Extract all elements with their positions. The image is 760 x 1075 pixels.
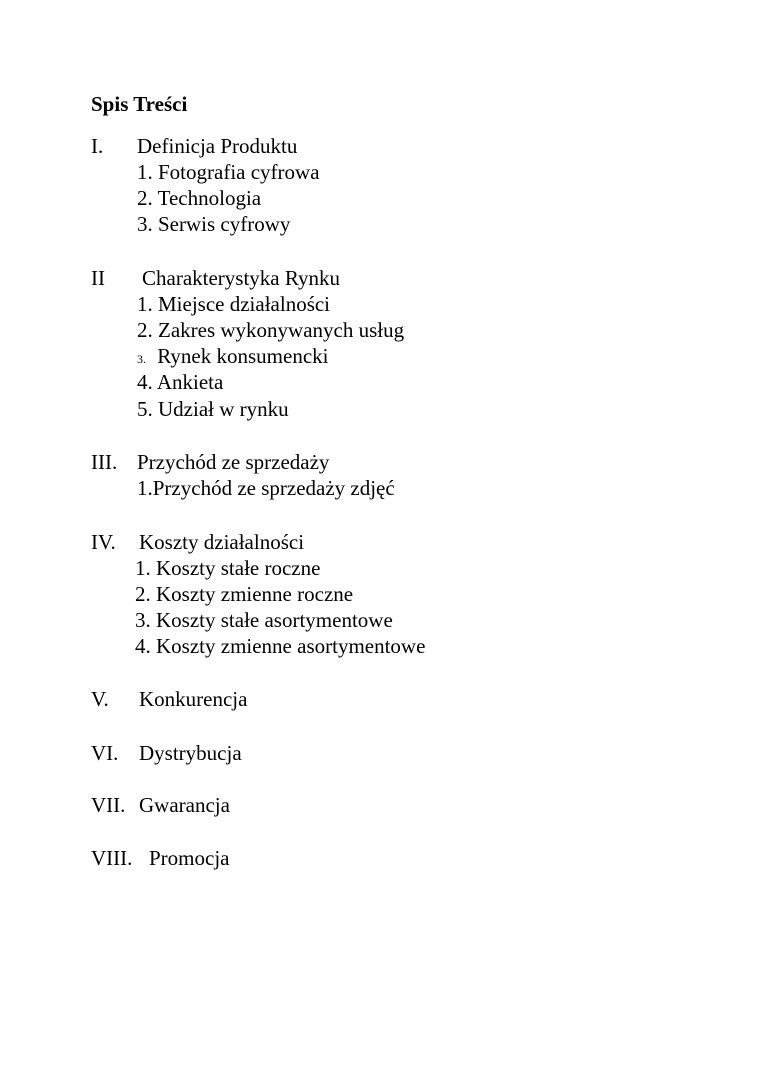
section-heading: Promocja [149, 846, 230, 870]
toc-item: 2. Zakres wykonywanych usług [137, 318, 405, 342]
section-heading: Przychód ze sprzedaży [137, 450, 330, 474]
toc-item: 1.Przychód ze sprzedaży zdjęć [137, 476, 395, 500]
section-numeral: VIII. [91, 846, 133, 870]
section-numeral: IV. [91, 530, 116, 554]
toc-item: 3. Serwis cyfrowy [137, 212, 291, 236]
toc-item: 4. Koszty zmienne asortymentowe [135, 634, 426, 658]
toc-item: 4. Ankieta [137, 370, 224, 394]
item-number-small: 3. [137, 352, 146, 366]
toc-title: Spis Treści [91, 92, 188, 116]
section-heading: Definicja Produktu [137, 134, 298, 158]
section-heading: Koszty działalności [139, 530, 305, 554]
toc-item [137, 343, 328, 372]
section-heading: Konkurencja [139, 687, 248, 711]
toc-item: 2. Technologia [137, 186, 262, 210]
section-heading: Gwarancja [139, 793, 230, 817]
toc-item: 1. Miejsce działalności [137, 292, 331, 316]
section-heading: Dystrybucja [139, 741, 242, 765]
section-numeral: I. [91, 134, 104, 158]
section-numeral: III. [91, 450, 118, 474]
toc-item: 2. Koszty zmienne roczne [135, 582, 354, 606]
toc-item: 5. Udział w rynku [137, 397, 289, 421]
section-heading: Charakterystyka Rynku [142, 266, 341, 290]
section-numeral: VII. [91, 793, 126, 817]
section-numeral: II [91, 266, 105, 290]
toc-item: 3. Koszty stałe asortymentowe [135, 608, 393, 632]
toc-item: 1. Koszty stałe roczne [135, 556, 321, 580]
section-numeral: V. [91, 687, 109, 711]
item-text: Rynek konsumencki [157, 344, 329, 368]
section-numeral: VI. [91, 741, 119, 765]
toc-item: 1. Fotografia cyfrowa [137, 160, 320, 184]
